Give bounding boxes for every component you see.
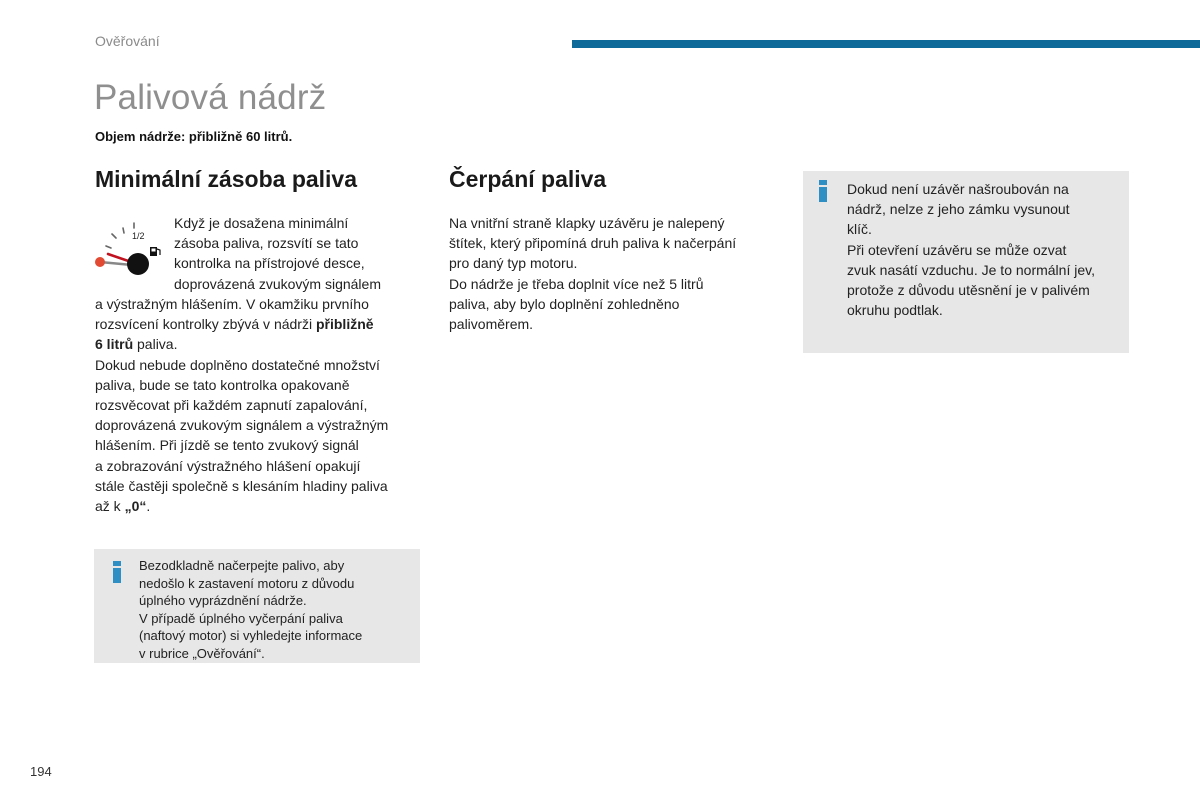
gauge-tick [123,228,124,233]
gauge-half-label: 1/2 [132,231,145,241]
refuelling-heading: Čerpání paliva [449,166,607,192]
gauge-tick [106,246,111,248]
text-line: Dokud není uzávěr našroubován na [847,181,1069,197]
text-line: a výstražným hlášením. V okamžiku prvního [95,296,369,312]
header-accent-bar [572,40,1200,48]
minimum-fuel-intro [174,213,424,294]
text-bold: „0“ [124,498,147,515]
fuel-gauge-icon [92,212,164,282]
text-line: Dokud nebude doplněno dostatečné množství [95,356,380,373]
text-line [95,496,425,516]
fuel-pump-icon [150,247,160,256]
text-line: paliva, bude se tato kontrolka opakovaně [95,376,350,393]
text-line: Bezodkladně načerpejte palivo, aby [139,558,345,573]
text-line: pro daný typ motoru. [449,255,578,272]
text-line: palivoměrem. [449,316,534,333]
tank-capacity: Objem nádrže: přibližně 60 litrů. [95,129,293,144]
text-line: zvuk nasátí vzduchu. Je to normální jev, [847,261,1095,278]
info-text [139,557,409,662]
info-box-refuel-warning [94,549,420,663]
low-fuel-warning-dot [95,257,105,267]
page-title: Palivová nádrž [94,78,327,117]
info-box-cap [803,171,1129,353]
text-line: v rubrice „Ověřování“. [139,645,265,661]
text-line: V případě úplného vyčerpání paliva [139,610,343,626]
text-line: stále častěji společně s klesáním hladiny paliva [95,477,388,494]
text-run: rozsvícení kontrolky zbývá v nádrži [95,316,313,333]
text-line: úplného vyprázdnění nádrže. [139,593,307,608]
text-line: paliva, aby bylo doplnění zohledněno [449,295,680,312]
text-line: Na vnitřní straně klapky uzávěru je nalepený [449,215,725,231]
info-icon [819,180,827,202]
text-run: paliva. [137,336,178,353]
text-bold: 6 litrů [95,336,134,353]
text-run: . [146,498,151,515]
text-line: nádrž, nelze z jeho zámku vysunout [847,201,1070,218]
text-line: zásoba paliva, rozsvítí se tato [174,235,359,252]
gauge-tick [112,234,116,238]
text-line: rozsvěcovat při každém zapnutí zapalování, [95,397,368,414]
text-bold: přibližně [315,316,374,333]
text-line: protože z důvodu utěsnění je v palivém [847,282,1090,299]
text-line: klíč. [847,221,872,238]
page-number: 194 [30,764,52,779]
text-line [95,314,425,334]
text-line: Při otevření uzávěru se může ozvat [847,241,1067,258]
info-icon [113,561,121,583]
text-line: doprovázená zvukovým signálem a výstražným [95,417,389,434]
text-line: štítek, který připomíná druh paliva k načerpání [449,235,737,252]
text-line: (naftový motor) si vyhledejte informace [139,628,363,643]
gauge-hub [127,253,149,275]
text-line: okruhu podtlak. [847,302,943,319]
refuelling-body [449,213,774,334]
text-line: hlášením. Při jízdě se tento zvukový signál [95,437,359,454]
text-line: doprovázená zvukovým signálem [174,275,381,292]
info-text [847,179,1122,320]
text-line [95,334,425,354]
text-line: nedošlo k zastavení motoru z důvodu [139,575,355,591]
minimum-fuel-heading: Minimální zásoba paliva [95,166,358,192]
text-line: Když je dosažena minimální [174,215,349,231]
section-label: Ověřování [95,33,160,49]
text-line: a zobrazování výstražného hlášení opakují [95,457,361,474]
text-line: kontrolka na přístrojové desce, [174,255,365,272]
text-line: Do nádrže je třeba doplnit více než 5 litrů [449,275,704,292]
minimum-fuel-body [95,294,425,516]
text-run: až k [95,498,121,515]
